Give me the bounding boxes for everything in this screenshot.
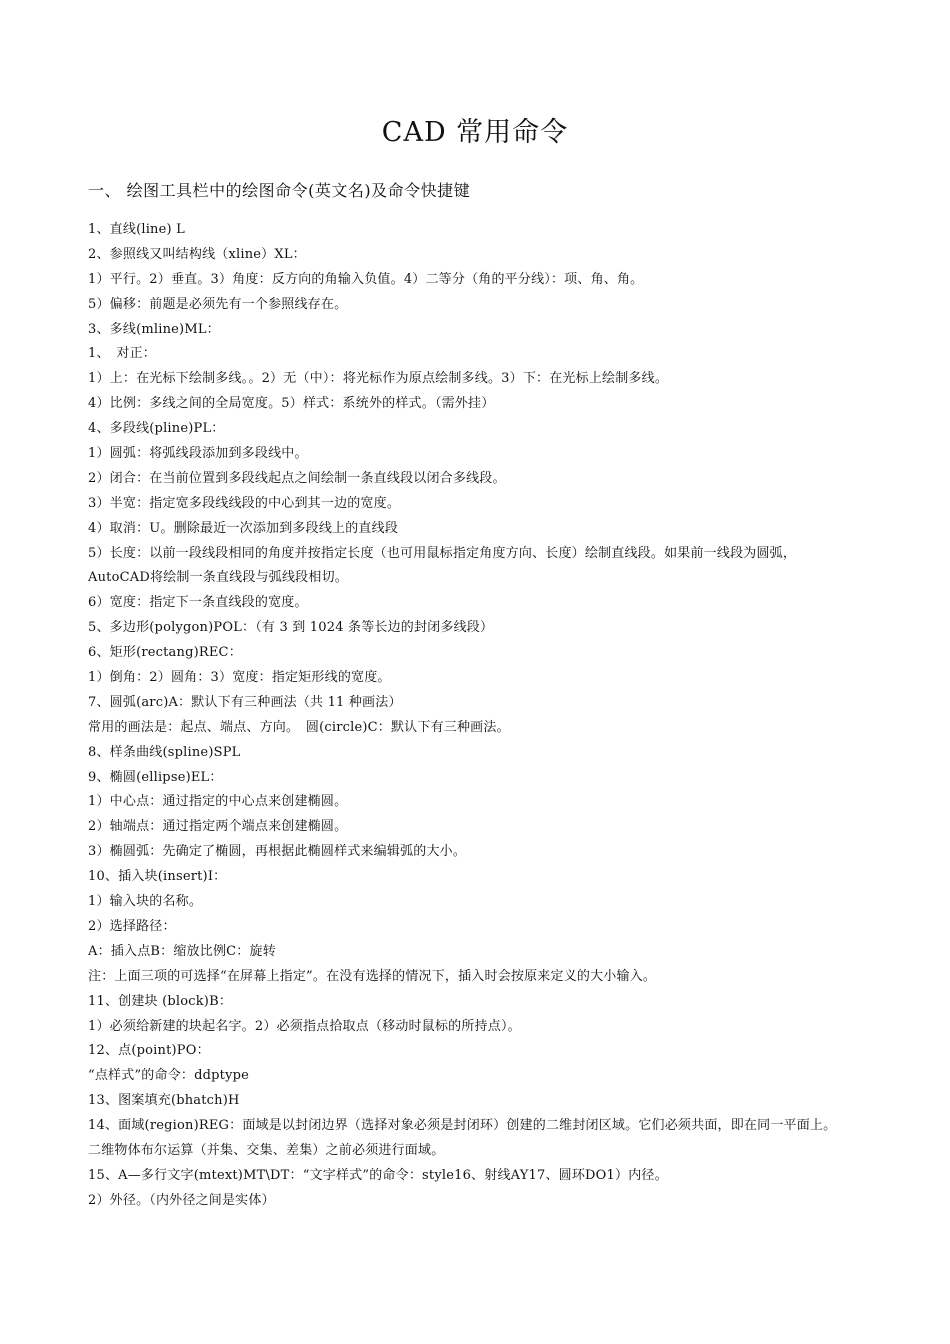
text-line: 3、多线(mline)ML： [88, 321, 220, 337]
text-line: “点样式”的命令：ddptype [88, 1068, 250, 1084]
text-line: 二维物体布尔运算（并集、交集、差集）之前必须进行面域。 [88, 1142, 445, 1158]
section-heading: 一、 绘图工具栏中的绘图命令(英文名)及命令快捷键 [88, 181, 471, 200]
text-line: 8、样条曲线(spline)SPL [88, 744, 241, 760]
text-line: 6、矩形(rectang)REC： [88, 645, 242, 661]
text-line: 1）中心点：通过指定的中心点来创建椭圆。 [88, 794, 348, 810]
text-line: 2）外径。（内外径之间是实体） [88, 1192, 275, 1208]
text-line: 15、A—多行文字(mtext)MT\DT：“文字样式”的命令：style16、射线AY17、圆环DO1）内径。 [88, 1167, 668, 1183]
text-line: 2）闭合：在当前位置到多段线起点之间绘制一条直线段以闭合多线段。 [88, 470, 506, 486]
text-line: 2）轴端点：通过指定两个端点来创建椭圆。 [88, 819, 348, 835]
command-list [88, 218, 878, 1214]
text-line: 5）长度：以前一段线段相同的角度并按指定长度（也可用鼠标指定角度方向、长度）绘制直线段。如果前一线段为圆弧， [88, 545, 797, 561]
text-line: 11、创建块 (block)B： [88, 993, 233, 1009]
text-line: 4、多段线(pline)PL： [88, 421, 225, 437]
text-line: 4）比例：多线之间的全局宽度。5）样式：系统外的样式。（需外挂） [88, 396, 495, 412]
text-line: 4）取消：U。删除最近一次添加到多段线上的直线段 [88, 520, 399, 536]
text-line: 12、点(point)PO： [88, 1043, 210, 1059]
text-line: 5、多边形(polygon)POL：（有 3 到 1024 条等长边的封闭多线段） [88, 620, 494, 636]
text-line: 1）倒角：2）圆角：3）宽度：指定矩形线的宽度。 [88, 670, 391, 686]
text-line: 10、插入块(insert)I： [88, 869, 227, 885]
text-line: 2）选择路径： [88, 918, 176, 934]
text-line: 3）椭圆弧：先确定了椭圆，再根据此椭圆样式来编辑弧的大小。 [88, 844, 467, 860]
text-line: 1）平行。2）垂直。3）角度：反方向的角输入负值。4）二等分（角的平分线）：项、角、角。 [88, 271, 644, 287]
text-line: 7、圆弧(arc)A：默认下有三种画法（共 11 种画法） [88, 694, 402, 710]
text-line: 常用的画法是：起点、端点、方向。 圆(circle)C：默认下有三种画法。 [88, 719, 510, 735]
text-line: 13、图案填充(bhatch)H [88, 1093, 240, 1109]
text-line: 3）半宽：指定宽多段线线段的中心到其一边的宽度。 [88, 495, 401, 511]
text-line: 1）上：在光标下绘制多线。。2）无（中）：将光标作为原点绘制多线。3）下：在光标上绘制多线。 [88, 371, 669, 387]
text-line: 1、直线(line) L [88, 222, 185, 237]
text-line: 5）偏移：前题是必须先有一个参照线存在。 [88, 296, 348, 312]
text-line: 2、参照线又叫结构线（xline）XL： [88, 246, 306, 262]
text-line: A：插入点B：缩放比例C：旋转 [88, 943, 276, 959]
text-line: 6）宽度：指定下一条直线段的宽度。 [88, 595, 308, 611]
text-line: AutoCAD将绘制一条直线段与弧线段相切。 [88, 570, 348, 586]
text-line: 9、椭圆(ellipse)EL： [88, 769, 223, 785]
document-title: CAD 常用命令 [381, 117, 569, 148]
text-line: 1）必须给新建的块起名字。2）必须指点拾取点（移动时鼠标的所持点）。 [88, 1018, 521, 1034]
text-line: 1）圆弧：将弧线段添加到多段线中。 [88, 446, 308, 462]
text-line: 1）输入块的名称。 [88, 894, 203, 910]
text-line: 注：上面三项的可选择“在屏幕上指定”。在没有选择的情况下，插入时会按原来定义的大小输入。 [88, 968, 657, 984]
text-line: 14、面域(region)REG：面域是以封闭边界（选择对象必须是封闭环）创建的二维封闭区域。它们必须共面，即在同一平面上。 [88, 1118, 837, 1134]
text-line: 1、 对正： [88, 346, 156, 362]
